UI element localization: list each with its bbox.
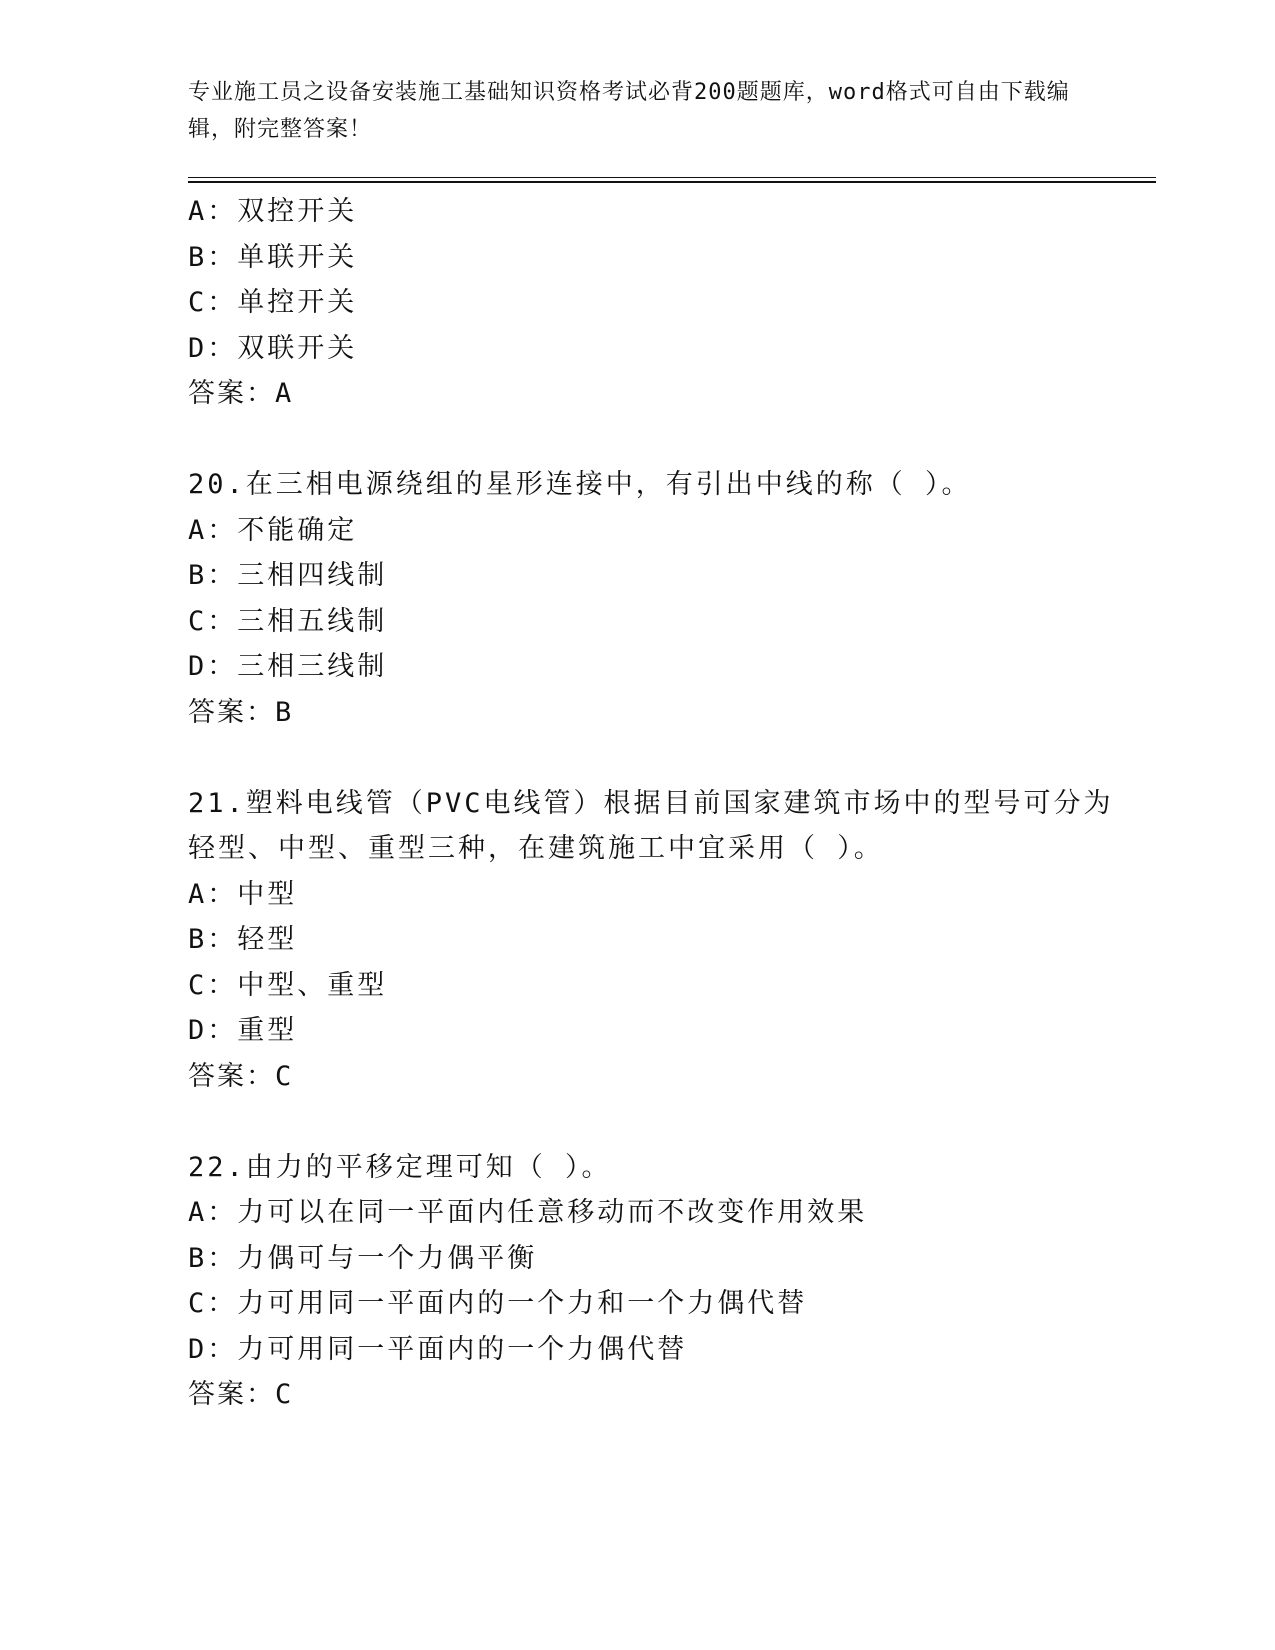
question-spacer xyxy=(188,735,1088,781)
question-stem: 22.由力的平移定理可知（ ）。 xyxy=(188,1151,612,1183)
option-c: C：力可用同一平面内的一个力和一个力偶代替 xyxy=(188,1288,808,1319)
question-spacer xyxy=(188,417,1088,463)
option-a: A：力可以在同一平面内任意移动而不改变作用效果 xyxy=(188,1197,868,1228)
answer-line: 答案：A xyxy=(188,378,294,409)
option-a: A：不能确定 xyxy=(188,514,358,546)
option-d: D：重型 xyxy=(188,1015,298,1046)
question-21 xyxy=(188,781,1114,1100)
document-title: 专业施工员之设备安装施工基础知识资格考试必背200题题库，word格式可自由下载编辑，附完整答案！ xyxy=(188,80,1070,142)
option-a: A：双控开关 xyxy=(188,196,358,227)
option-b: B：轻型 xyxy=(188,924,298,955)
document-header xyxy=(188,74,1078,148)
answer-line: 答案：B xyxy=(188,696,294,728)
option-d: D：双联开关 xyxy=(188,332,358,364)
header-divider-thin xyxy=(188,177,1156,178)
header-divider-thick xyxy=(188,181,1156,183)
question-list xyxy=(188,189,1114,1418)
option-b: B：单联开关 xyxy=(188,241,358,273)
option-b: B：力偶可与一个力偶平衡 xyxy=(188,1242,538,1274)
option-b: B：三相四线制 xyxy=(188,560,388,591)
question-spacer xyxy=(188,1099,1088,1145)
question-stem-line-1: 21.塑料电线管（PVC电线管）根据目前国家建筑市场中的型号可分为 xyxy=(188,787,1114,819)
answer-line: 答案：C xyxy=(188,1060,294,1092)
question-stem: 20.在三相电源绕组的星形连接中，有引出中线的称（ ）。 xyxy=(188,469,972,500)
option-a: A：中型 xyxy=(188,878,298,910)
answer-line: 答案：C xyxy=(188,1379,294,1410)
option-d: D：三相三线制 xyxy=(188,651,388,682)
question-stem-line-2: 轻型、中型、重型三种，在建筑施工中宜采用（ ）。 xyxy=(188,833,884,864)
question-22 xyxy=(188,1145,1088,1418)
option-d: D：力可用同一平面内的一个力偶代替 xyxy=(188,1333,688,1365)
option-c: C：三相五线制 xyxy=(188,605,388,637)
question-20 xyxy=(188,462,1088,735)
option-c: C：单控开关 xyxy=(188,287,358,318)
question-19-continued xyxy=(188,189,1088,417)
option-c: C：中型、重型 xyxy=(188,969,388,1001)
